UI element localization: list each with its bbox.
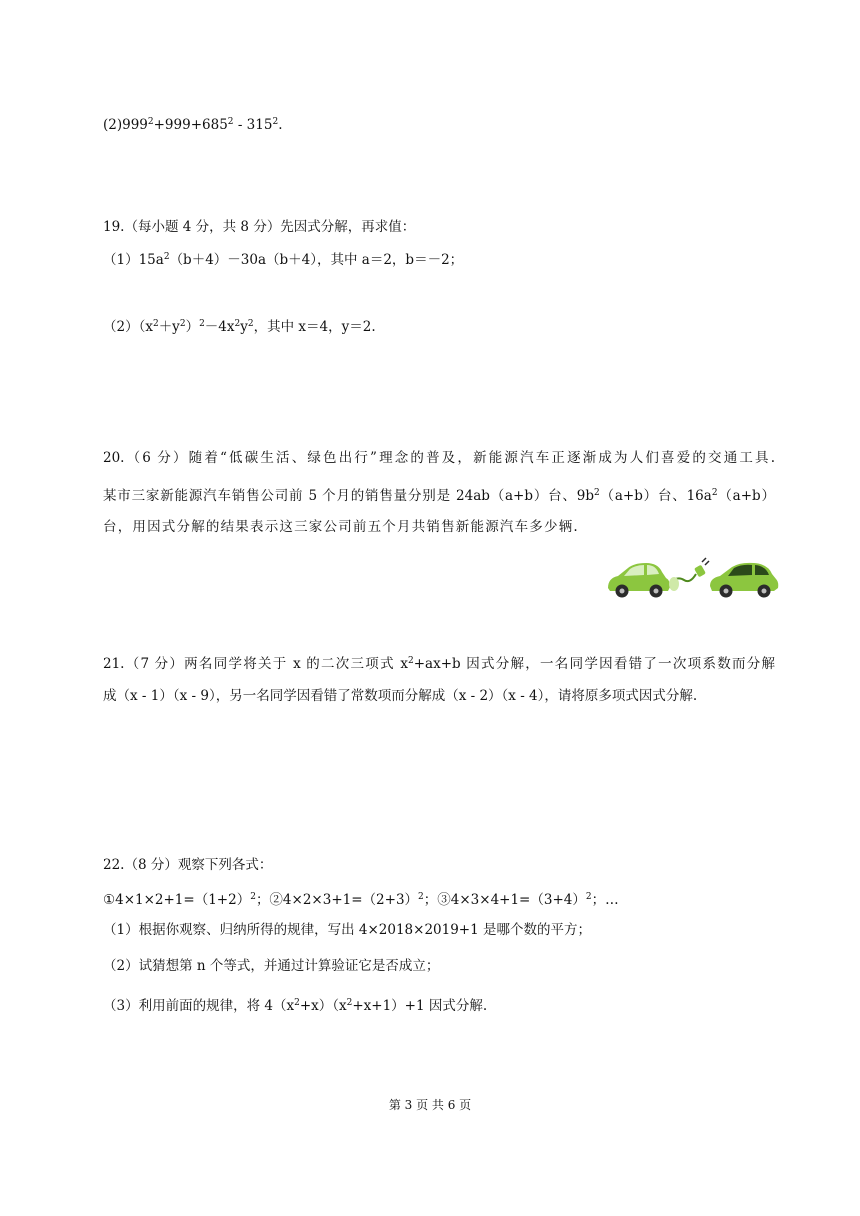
problem-20-line-3: 台，用因式分解的结果表示这三家公司前五个月共销售新能源汽车多少辆. [103, 519, 579, 535]
problem-21-line-2: 成（x - 1）（x - 9），另一名同学因看错了常数项而分解成（x - 2）（x - 4），请将原多项式因式分解. [103, 688, 698, 704]
problem-19-part-1: $(1)15a^2(b+4)-30a(b+4)$，其中 a＝2，b＝－2； [103, 252, 464, 268]
problem-19-header: 19.（每小题 4 分，共 8 分）先因式分解，再求值： [103, 219, 416, 235]
problem-20-line-1: 20.（6 分）随着“低碳生活、绿色出行”理念的普及，新能源汽车正逐渐成为人们喜爱的交通工具. [103, 450, 775, 466]
problem-20-line-2: 某市三家新能源汽车销售公司前 5 个月的销售量分别是 24ab（a+b）台、$9b^2(a+b)$台、$16a^2(a+b)$ [103, 488, 775, 504]
problem-22-examples: $①4\times 1\times 2+1=(1+2)^2$；$②4\times 2\times 3+1=(2+3)^2$；$③4\times 3\times 4+1=(3+4)^2$；… [103, 892, 619, 908]
problem-22-header: 22.（8 分）观察下列各式： [103, 857, 273, 873]
problem-21-line-1: 21.（7 分）两名同学将关于 x 的二次三项式 $x^2+ax+b$ 因式分解，一名同学因看错了一次项系数而分解 [103, 656, 775, 672]
problem-19-part-2: $(2)(x^2+y^2)^2-4x^2y^2$，其中 x＝4，y＝2. [103, 319, 376, 335]
electric-car-left-icon [608, 563, 670, 598]
problem-22-part-3: （3）利用前面的规律，将 $4(x^2+x)(x^2+x+1)+1$ 因式分解. [103, 998, 488, 1014]
page-footer: 第 3 页 共 6 页 [388, 1098, 472, 1112]
electric-cars-image [604, 554, 780, 600]
charging-plug-icon [669, 558, 709, 591]
problem-18-part-2: $(2)999^2+999+685^2 - 315^2$. [103, 117, 283, 133]
problem-22-part-1: （1）根据你观察、归纳所得的规律，写出 4×2018×2019+1 是哪个数的平方； [103, 922, 591, 938]
electric-car-right-icon [710, 563, 778, 598]
problem-22-part-2: （2）试猜想第 n 个等式，并通过计算验证它是否成立； [103, 958, 440, 974]
